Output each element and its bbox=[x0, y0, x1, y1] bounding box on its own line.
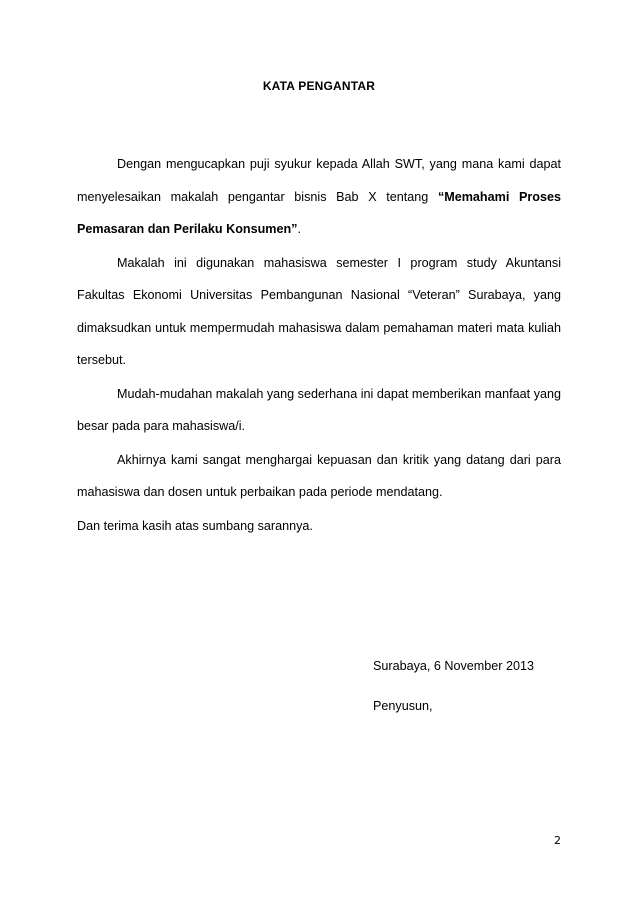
paragraph-4: Akhirnya kami sangat menghargai kepuasan dan kritik yang datang dari para mahasiswa dan dosen untuk perbaikan pada periode mendatang. bbox=[77, 452, 561, 499]
page-title: KATA PENGANTAR bbox=[262, 79, 376, 93]
signature-block bbox=[373, 646, 534, 726]
paragraph-1-text: Dengan mengucapkan puji syukur kepada Allah SWT, yang mana kami dapat menyelesaikan makalah pengantar bisnis Bab X tentang bbox=[77, 157, 561, 204]
paragraph-2: Makalah ini digunakan mahasiswa semester I program study Akuntansi Fakultas Ekonomi Universitas Pembangunan Nasional “Veteran” Surabaya, yang dimaksudkan untuk mempermudah mahasiswa dalam pemahaman materi mata kuliah tersebut. bbox=[77, 255, 561, 367]
place-date: Surabaya, 6 November 2013 bbox=[373, 659, 535, 673]
paragraph-5: Dan terima kasih atas sumbang sarannya. bbox=[77, 518, 313, 533]
author-label: Penyusun, bbox=[373, 699, 433, 713]
paragraph-1-end: . bbox=[297, 222, 301, 236]
page-number: 2 bbox=[554, 834, 561, 847]
paragraph-3: Mudah-mudahan makalah yang sederhana ini dapat memberikan manfaat yang besar pada para mahasiswa/i. bbox=[77, 386, 561, 433]
paragraph-1 bbox=[77, 148, 561, 246]
paragraph-1-topic: “Memahami Proses Pemasaran dan Perilaku Konsumen” bbox=[77, 189, 561, 236]
body-text bbox=[77, 148, 561, 542]
